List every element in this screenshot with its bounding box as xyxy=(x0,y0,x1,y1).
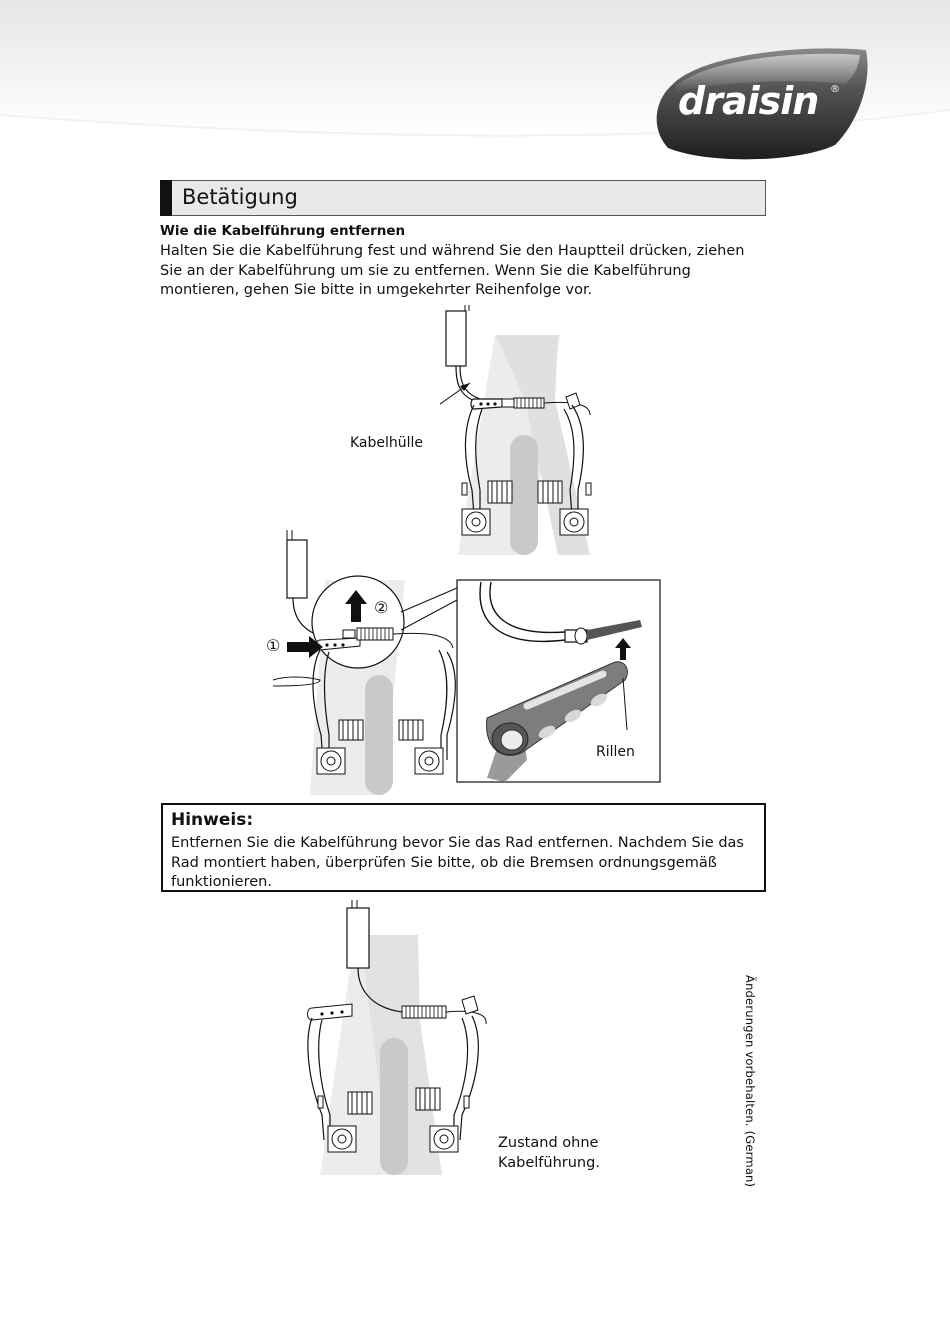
section-title: Betätigung xyxy=(182,185,298,209)
label-cable-housing: Kabelhülle xyxy=(350,435,424,451)
step-2-marker: ② xyxy=(374,598,389,617)
instruction-body: Halten Sie die Kabelführung fest und während Sie den Hauptteil drücken, ziehen Sie an der Kabelführung um sie zu entfernen. Wenn Sie die Kabelführung montieren, gehen Sie bitte in umgekehrter Reihenfolge vor. xyxy=(160,243,745,298)
section-heading xyxy=(160,180,766,216)
header-band xyxy=(0,0,950,175)
logo-wordmark: draisin xyxy=(678,79,819,123)
figure-brake-with-cable-guide xyxy=(440,305,615,560)
label-state-line1: Zustand ohne xyxy=(498,1135,599,1151)
label-grooves: Rillen xyxy=(596,744,635,760)
step-1-marker: ① xyxy=(266,636,281,655)
note-text: Entfernen Sie die Kabelführung bevor Sie das Rad entfernen. Nachdem Sie das Rad montiert haben, überprüfen Sie bitte, ob die Bremsen ordnungsgemäß funktionieren. xyxy=(171,835,744,890)
figure-brake-without-cable-guide xyxy=(300,900,500,1180)
note-title: Hinweis: xyxy=(171,810,254,830)
disclaimer-text: Änderungen vorbehalten. (German) xyxy=(743,975,757,1188)
note-box xyxy=(161,803,766,892)
registered-mark: ® xyxy=(830,84,840,95)
label-state-line2: Kabelführung. xyxy=(498,1155,600,1171)
disclaimer-vertical xyxy=(743,975,759,1188)
instruction-subtitle: Wie die Kabelführung entfernen xyxy=(160,223,406,239)
section-heading-bar xyxy=(160,180,172,216)
